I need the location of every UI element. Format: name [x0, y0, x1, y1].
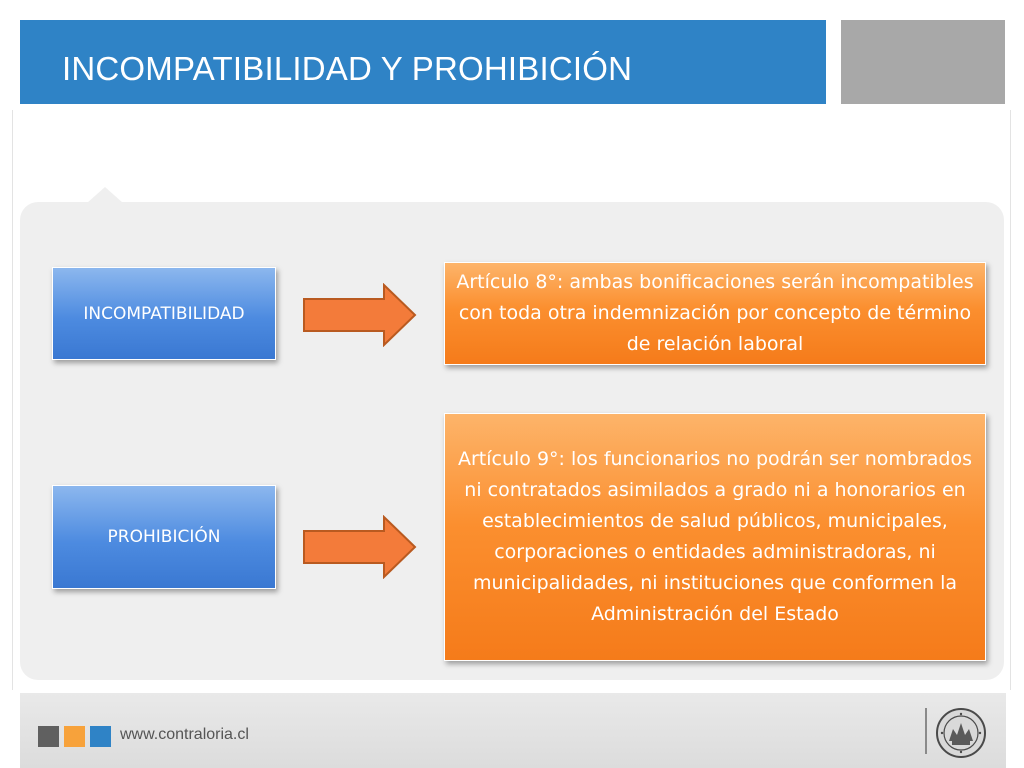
footer-square-orange — [64, 726, 85, 747]
footer-divider — [925, 708, 927, 754]
footer-square-blue — [90, 726, 111, 747]
prohibicion-box: PROHIBICIÓN — [52, 485, 276, 589]
slide-title: INCOMPATIBILIDAD Y PROHIBICIÓN — [62, 50, 633, 87]
articulo-8-box: Artículo 8°: ambas bonificaciones serán incompatibles con toda otra indemnización por concepto de término de relación laboral — [444, 262, 986, 365]
frame-line-left — [12, 110, 13, 690]
arrow-right-icon — [302, 283, 418, 347]
footer-url-link[interactable]: www.contraloria.cl — [120, 726, 249, 743]
title-side-block — [841, 20, 1005, 104]
articulo-9-box: Artículo 9°: los funcionarios no podrán ser nombrados ni contratados asimilados a grado ni a honorarios en establecimientos de salud públicos, municipales, corporaciones o entidades administradoras, ni municipalidades, ni instituciones que conformen la Administración del Estado — [444, 413, 986, 661]
contraloria-seal-icon — [935, 707, 987, 759]
frame-line-right — [1010, 110, 1011, 690]
footer-square-gray — [38, 726, 59, 747]
panel-notch — [87, 187, 123, 203]
incompatibilidad-box: INCOMPATIBILIDAD — [52, 267, 276, 360]
title-bar — [20, 20, 826, 104]
arrow-right-icon — [302, 515, 418, 579]
